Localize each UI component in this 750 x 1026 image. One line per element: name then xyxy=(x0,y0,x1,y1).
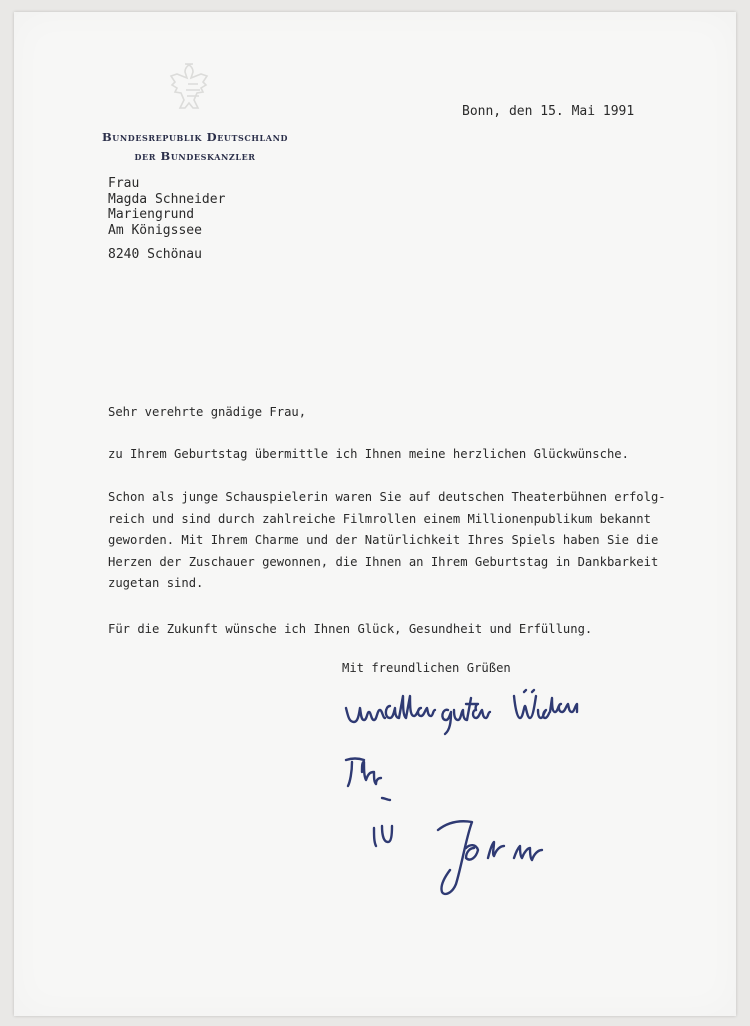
letterhead-office: der Bundeskanzler xyxy=(134,149,256,163)
address-line: Am Königssee xyxy=(108,222,202,238)
paragraph-line: reich und sind durch zahlreiche Filmrollen einem Millionenpublikum bekannt xyxy=(108,511,651,526)
paragraph-line: Herzen der Zuschauer gewonnen, die Ihnen an Ihrem Geburtstag in Dankbarkeit xyxy=(108,554,659,569)
handwritten-signature xyxy=(338,680,728,920)
paragraph-birthday-wishes: zu Ihrem Geburtstag übermittle ich Ihnen meine herzlichen Glückwünsche. xyxy=(108,447,629,461)
address-line: Magda Schneider xyxy=(108,191,226,207)
federal-eagle-emblem-icon xyxy=(166,58,220,114)
paragraph-line: Schon als junge Schauspielerin waren Sie auf deutschen Theaterbühnen erfolg- xyxy=(108,490,666,504)
letter-date: Bonn, den 15. Mai 1991 xyxy=(462,104,635,119)
address-line: Frau xyxy=(108,176,140,191)
salutation: Sehr verehrte gnädige Frau, xyxy=(108,405,307,419)
letterhead xyxy=(78,128,312,166)
closing-phrase: Mit freundlichen Grüßen xyxy=(342,661,511,675)
recipient-postal-city: 8240 Schönau xyxy=(108,247,202,262)
paragraph-future-wishes: Für die Zukunft wünsche ich Ihnen Glück, Gesundheit und Erfüllung. xyxy=(108,622,593,636)
paragraph-line: geworden. Mit Ihrem Charme und der Natürlichkeit Ihres Spiels haben Sie die xyxy=(108,533,659,547)
address-line: Mariengrund xyxy=(108,207,195,222)
paragraph-career xyxy=(108,487,666,595)
letterhead-country: Bundesrepublik Deutschland xyxy=(101,130,289,144)
recipient-address xyxy=(108,176,225,238)
paragraph-line: zugetan sind. xyxy=(108,576,204,590)
